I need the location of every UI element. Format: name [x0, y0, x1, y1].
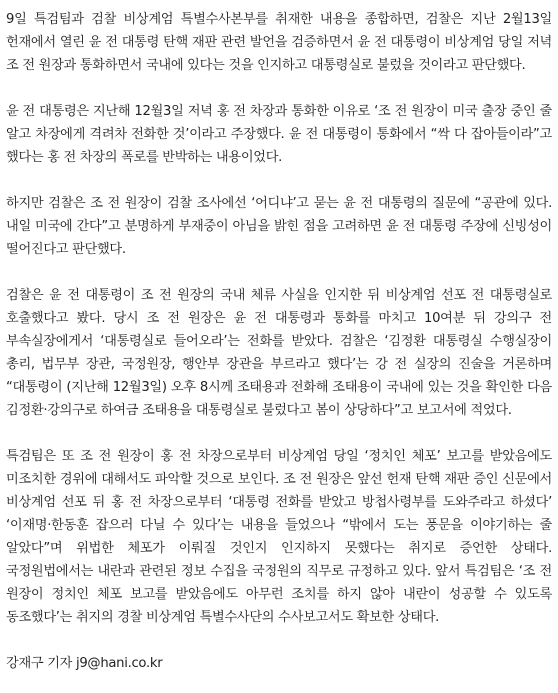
byline: 강재구 기자 j9@hani.co.kr: [6, 656, 163, 671]
article-paragraph-3: 하지만 검찰은 조 전 원장이 검찰 조사에선 ‘어디냐’고 묻는 윤 전 대통령의 질문에 “공관에 있다. 내일 미국에 간다”고 분명하게 부재중이 아님을 밝힌 점을 고려하면 윤 전 대통령 주장에 신빙성이 떨어진다고 판단했다.: [6, 196, 552, 257]
article-paragraph-4: 검찰은 윤 전 대통령이 조 전 원장의 국내 체류 사실을 인지한 뒤 비상계엄 선포 전 대통령실로 호출했다고 봤다. 당시 조 전 원장은 윤 전 대통령과 통화를 마치고 10여분 뒤 강의구 전 부속실장에게서 ‘대통령실로 들어오라’는 전화를 받았다. 검찰은 ‘김정환 대통령실 수행실장이 총리, 법무부 장관, 국정원장, 행안부 장관을 부르라고 했다’는 강 전 실장의 진술을 거론하며 “대통령이 (지난해 12월3일) 오후 8시께 조태용과 전화해 조태용이 국내에 있는 것을 확인한 다음 김정환·강의구로 하여금 조태용을 대통령실로 불렀다고 봄이 상당하다”고 보고서에 적었다.: [6, 288, 552, 418]
article-paragraph-1: 9일 특검팀과 검찰 비상계엄 특별수사본부를 취재한 내용을 종합하면, 검찰은 지난 2월13일 헌재에서 열린 윤 전 대통령 탄핵 재판 관련 발언을 검증하면서 윤 전 대통령이 비상계엄 당일 저녁 조 전 원장과 통화하면서 국내에 있다는 것을 인지하고 대통령실로 불렀을 것이라고 판단했다.: [6, 12, 552, 73]
article-paragraph-5: 특검팀은 또 조 전 원장이 홍 전 차장으로부터 비상계엄 당일 ‘정치인 체포’ 보고를 받았음에도 미조치한 경위에 대해서도 파악할 것으로 보인다. 조 전 원장은 앞선 헌재 탄핵 재판 증인 신문에서 비상계엄 선포 뒤 홍 전 차장으로부터 ‘대통령 전화를 받았고 방첩사령부를 도와주라고 하셨다’ ‘이재명·한동훈 잡으러 다닐 수 있다’는 내용을 들었으나 “밖에서 도는 풍문을 이야기하는 줄 알았다”며 위법한 체포가 이뤄질 것인지 인지하지 못했다는 취지로 증언한 상태다. 국정원법에서는 내란과 관련된 정보 수집을 국정원의 직무로 규정하고 있다. 앞서 특검팀은 ‘조 전 원장이 정치인 체포 보고를 받았음에도 아무런 조치를 하지 않아 내란이 성공할 수 있도록 동조했다’는 취지의 경찰 비상계엄 특별수사단의 수사보고서도 확보한 상태다.: [6, 449, 552, 625]
article-paragraph-2: 윤 전 대통령은 지난해 12월3일 저녁 홍 전 차장과 통화한 이유로 ‘조 전 원장이 미국 출장 중인 줄 알고 차장에게 격려차 전화한 것’이라고 주장했다. 윤 전 대통령이 통화에서 “싹 다 잡아들이라”고 했다는 홍 전 차장의 폭로를 반박하는 내용이었다.: [6, 104, 552, 165]
